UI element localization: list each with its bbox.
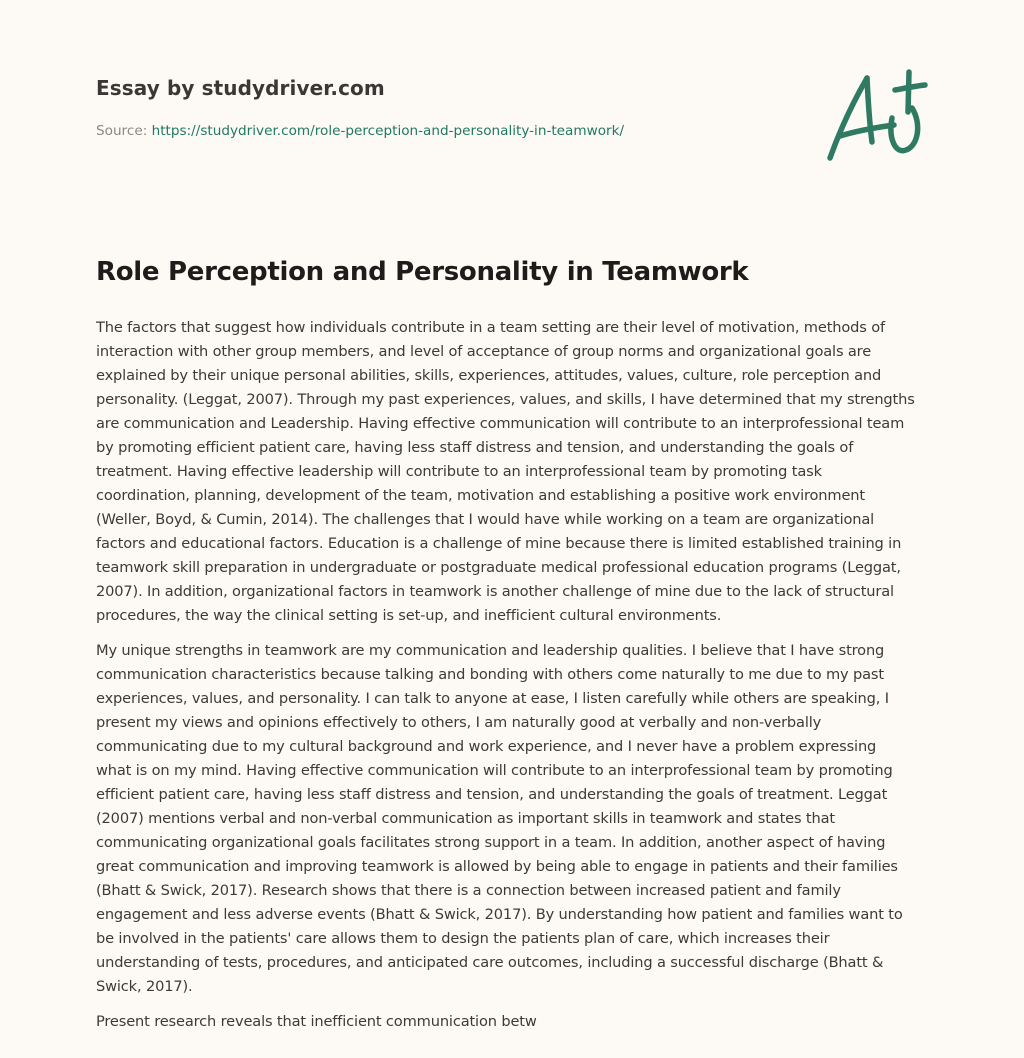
text-line: 2007). In addition, organizational factors in teamwork is another challenge of mine due to the lack of structural [96,583,894,600]
text-line: (Bhatt & Swick, 2017). Research shows that there is a connection between increased patient and family [96,882,841,899]
site-title: Essay by studydriver.com [96,76,385,100]
text-line: (Weller, Boyd, & Cumin, 2014). The challenges that I would have while working on a team are organizational [96,511,875,528]
text-line: Present research reveals that inefficient communication betw [96,1013,537,1030]
paragraph-3-truncated [96,1010,936,1034]
paragraph-2 [96,639,936,999]
paragraph-1 [96,316,936,628]
source-label: Source: [96,123,148,139]
text-line: engagement and less adverse events (Bhatt & Swick, 2017). By understanding how patient and families want to [96,906,903,923]
text-line: present my views and opinions effectively to others, I am naturally good at verbally and non-verbally [96,714,822,731]
text-line: teamwork skill preparation in undergraduate or postgraduate medical professional education programs (Leggat, [96,559,901,576]
text-line: The factors that suggest how individuals contribute in a team setting are their level of motivation, methods of [96,319,885,336]
text-line: what is on my mind. Having effective communication will contribute to an interprofessional team by promoting [96,762,893,779]
text-line: communicating due to my cultural background and work experience, and I never have a problem expressing [96,738,877,755]
text-line: My unique strengths in teamwork are my communication and leadership qualities. I believe that I have strong [96,642,885,659]
source-link[interactable]: https://studydriver.com/role-perception-and-personality-in-teamwork/ [151,123,625,139]
text-line: interaction with other group members, and level of acceptance of group norms and organizational goals are [96,343,872,360]
text-line: efficient patient care, having less staff distress and tension, and understanding the goals of treatment. Leggat [96,786,888,803]
text-line: (2007) mentions verbal and non-verbal communication as important skills in teamwork and states that [96,810,835,827]
text-line: treatment. Having effective leadership will contribute to an interprofessional team by promoting task [96,463,822,480]
source-line [96,123,624,139]
text-line: be involved in the patients' care allows them to design the patients plan of care, which increases their [96,930,830,947]
text-line: procedures, the way the clinical setting is set-up, and inefficient cultural environments. [96,607,722,624]
text-line: by promoting efficient patient care, having less staff distress and tension, and understanding the goals of [96,439,854,456]
text-line: factors and educational factors. Education is a challenge of mine because there is limited established training in [96,535,902,552]
text-line: communication characteristics because talking and bonding with others come naturally to me due to my past [96,666,884,683]
site-header [96,76,624,139]
text-line: experiences, values, and personality. I can talk to anyone at ease, I listen carefully while others are speaking, I [96,690,889,707]
text-line: Swick, 2017). [96,978,193,995]
essay-title: Role Perception and Personality in Teamwork [96,257,749,287]
text-line: understanding of tests, procedures, and anticipated care outcomes, including a successful discharge (Bhatt & [96,954,884,971]
text-line: explained by their unique personal abilities, skills, experiences, attitudes, values, culture, role perception and [96,367,882,384]
text-line: great communication and improving teamwork is allowed by being able to engage in patients and their families [96,858,898,875]
text-line: communicating organizational goals facilitates strong support in a team. In addition, another aspect of having [96,834,886,851]
text-line: are communication and Leadership. Having effective communication will contribute to an interprofessional team [96,415,905,432]
a-plus-grade-icon [822,68,928,164]
text-line: personality. (Leggat, 2007). Through my past experiences, values, and skills, I have determined that my strengths [96,391,915,408]
essay-body [96,316,936,1045]
text-line: coordination, planning, development of the team, motivation and establishing a positive work environment [96,487,865,504]
